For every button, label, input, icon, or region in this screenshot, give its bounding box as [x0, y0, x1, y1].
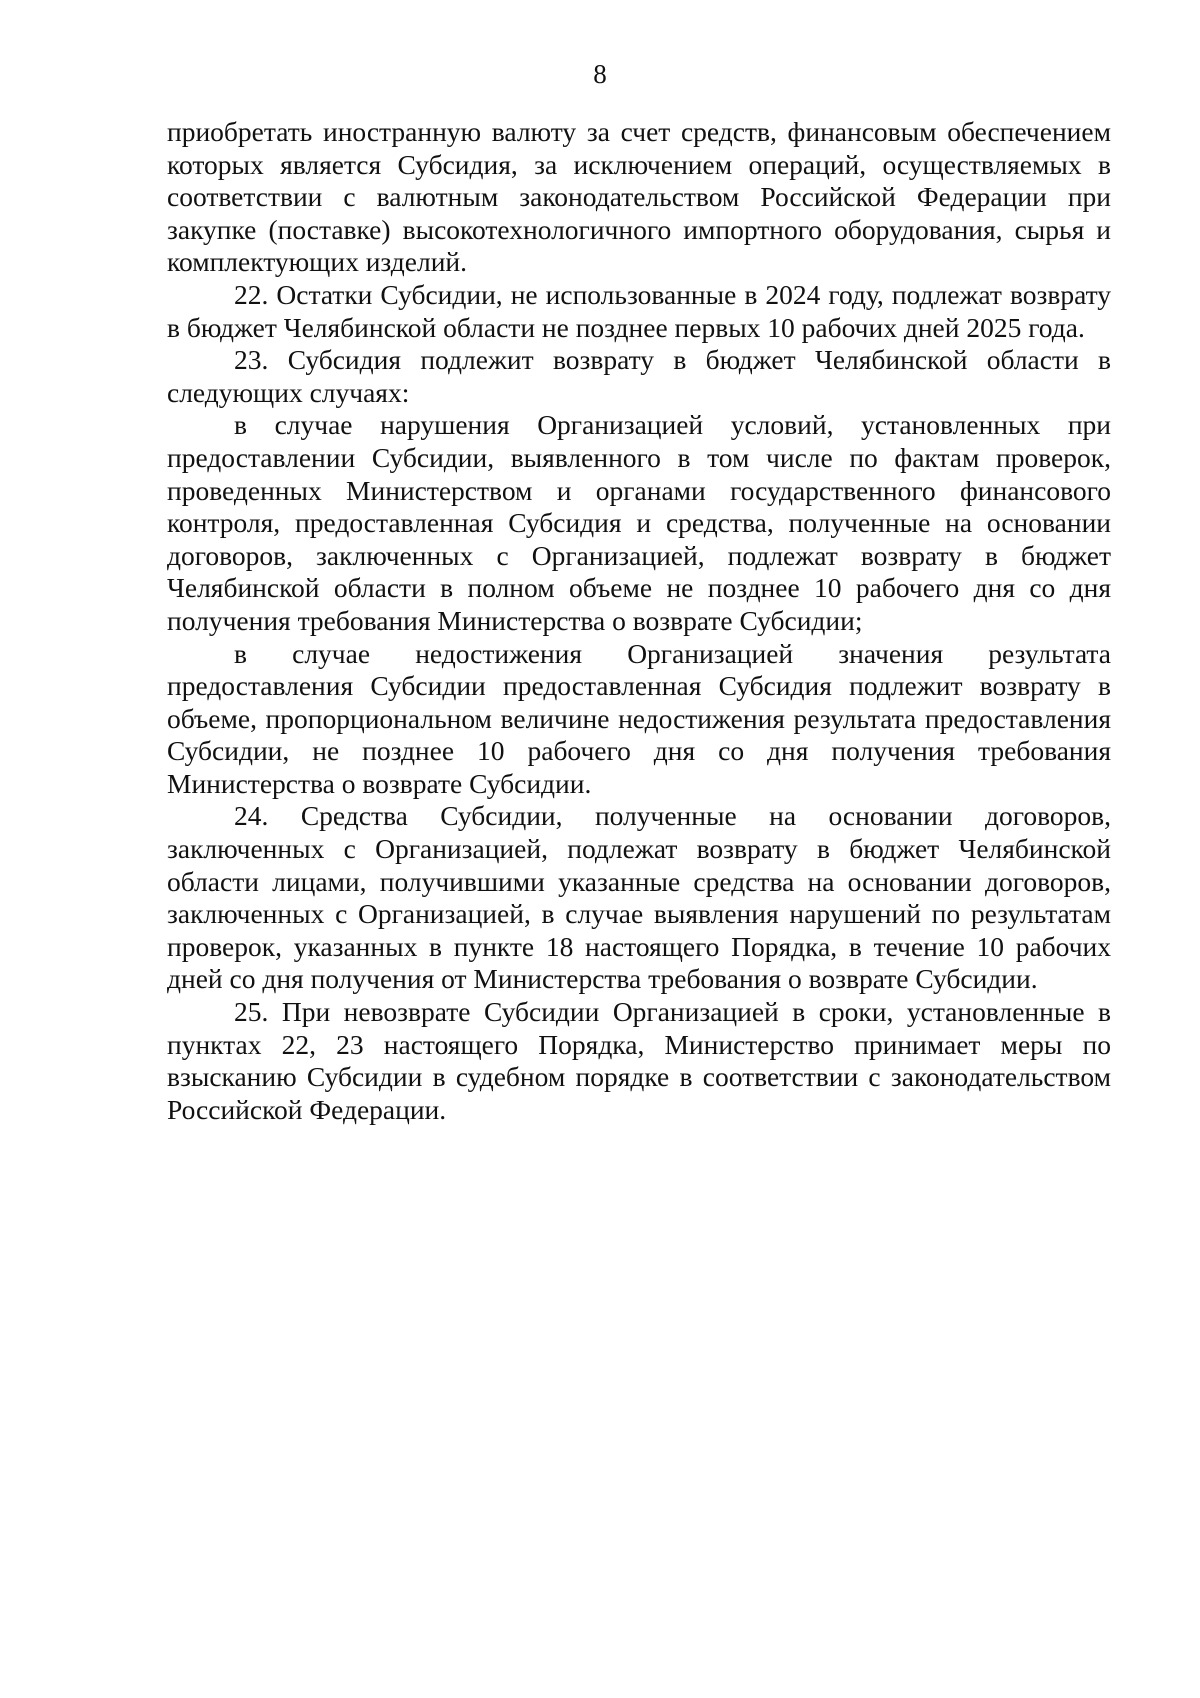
paragraph-item-25: 25. При невозврате Субсидии Организацией в сроки, установленные в пунктах 22, 23 настоящего Порядка, Министерство принимает меры по взысканию Субсидии в судебном порядке в соответствии с законодательством Российской Федерации. [167, 996, 1111, 1125]
page-number: 8 [593, 59, 607, 89]
paragraph-continuation: приобретать иностранную валюту за счет средств, финансовым обеспечением которых является Субсидия, за исключением операций, осуществляемых в соответствии с валютным законодательством Российской Федерации при закупке (поставке) высокотехнологичного импортного оборудования, сырья и комплектующих изделий. [167, 116, 1111, 278]
paragraph-item-23: 23. Субсидия подлежит возврату в бюджет Челябинской области в следующих случаях: [167, 344, 1111, 408]
paragraph-item-23-case-1: в случае нарушения Организацией условий, установленных при предоставлении Субсидии, выявленного в том числе по фактам проверок, проведенных Министерством и органами государственного финансового контроля, предоставленная Субсидия и средства, полученные на основании договоров, заключенных с Организацией, подлежат возврату в бюджет Челябинской области в полном объеме не позднее 10 рабочего дня со дня получения требования Министерства о возврате Субсидии; [167, 409, 1111, 636]
paragraph-item-23-case-2: в случае недостижения Организацией значения результата предоставления Субсидии предоставленная Субсидия подлежит возврату в объеме, пропорциональном величине недостижения результата предоставления Субсидии, не позднее 10 рабочего дня со дня получения требования Министерства о возврате Субсидии. [167, 637, 1111, 799]
paragraph-item-22: 22. Остатки Субсидии, не использованные в 2024 году, подлежат возврату в бюджет Челябинской области не позднее первых 10 рабочих дней 2025 года. [167, 278, 1111, 343]
document-body [167, 116, 1111, 1126]
paragraph-item-24: 24. Средства Субсидии, полученные на основании договоров, заключенных с Организацией, подлежат возврату в бюджет Челябинской области лицами, получившими указанные средства на основании договоров, заключенных с Организацией, в случае выявления нарушений по результатам проверок, указанных в пункте 18 настоящего Порядка, в течение 10 рабочих дней со дня получения от Министерства требования о возврате Субсидии. [167, 800, 1111, 995]
